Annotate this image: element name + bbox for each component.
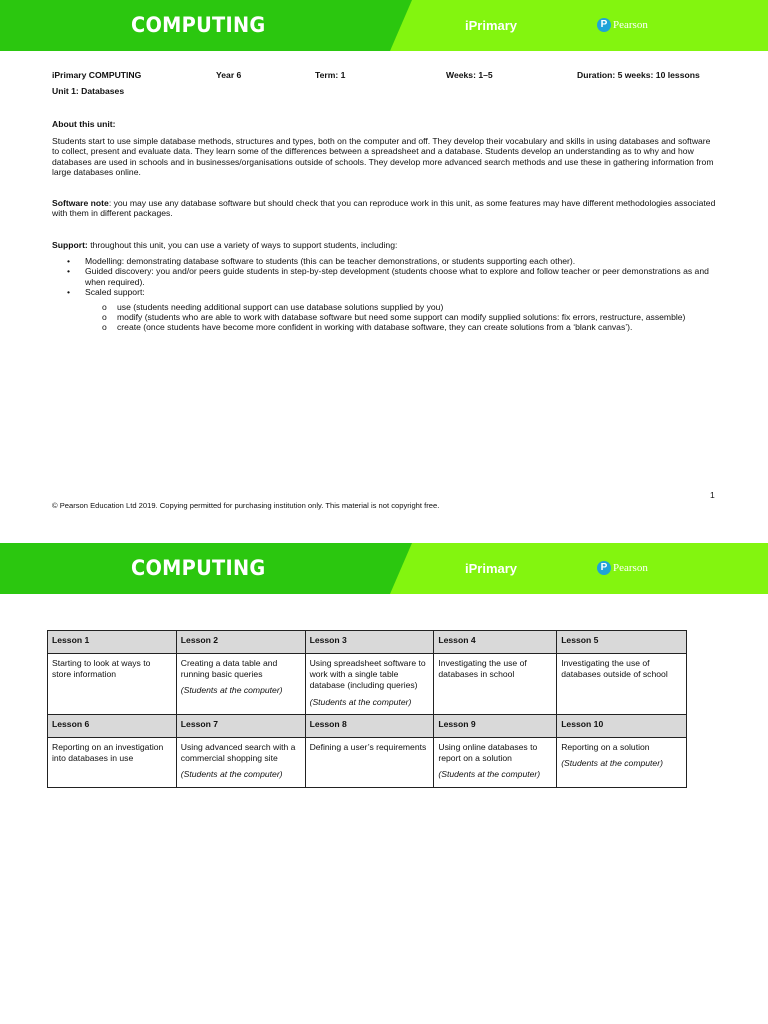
lesson-description: Starting to look at ways to store information xyxy=(52,658,151,680)
lesson-note: (Students at the computer) xyxy=(309,696,412,707)
circle-bullet-icon: o xyxy=(102,312,107,323)
pearson-logo xyxy=(597,18,648,32)
weeks-label: Weeks: 1–5 xyxy=(446,70,493,80)
sub-bullet-text: modify (students who are able to work with database software but need some support can modify supplied solutions: fix errors, restructure, assemble) xyxy=(117,312,686,323)
bullet-text: Modelling: demonstrating database software to students (this can be teacher demonstrations, or students supporting each other). xyxy=(85,256,576,266)
table-header-row xyxy=(48,715,687,738)
about-heading: About this unit: xyxy=(52,119,116,129)
lesson-header: Lesson 9 xyxy=(434,715,557,738)
lesson-description: Reporting on a solution xyxy=(561,742,650,752)
list-item xyxy=(52,312,716,322)
page1-banner xyxy=(0,0,768,51)
about-text: Students start to use simple database methods, structures and types, both on the computer and off. They develop their vocabulary and skills in using databases and software to collect, present and evaluate data. They learn some of the differences between a spreadsheet and a database. Students develop an understanding as to why and how databases are used in schools and in businesses/organisations outside of schools. They develop more advanced search methods and use these in gathering information from large databases online. xyxy=(52,136,714,178)
lesson-header: Lesson 6 xyxy=(48,715,177,738)
software-note-text: : you may use any database software but should check that you can reproduce work in this unit, as some features may have different methodologies associated with them in different packages. xyxy=(52,198,716,219)
bullet-icon: • xyxy=(67,287,71,298)
programme-label: iPrimary COMPUTING xyxy=(52,70,142,80)
lesson-header: Lesson 5 xyxy=(557,631,687,654)
scaled-support-list xyxy=(52,302,716,333)
publisher-name: Pearson xyxy=(613,562,648,574)
lesson-header: Lesson 10 xyxy=(557,715,687,738)
term-label: Term: 1 xyxy=(315,70,346,80)
lesson-description: Creating a data table and running basic queries xyxy=(180,658,278,680)
table-row xyxy=(48,738,687,788)
lesson-cell xyxy=(176,738,305,788)
lesson-description: Using online databases to report on a solution xyxy=(438,742,538,764)
lesson-description: Using spreadsheet software to work with a single table database (including queries) xyxy=(309,658,426,691)
page-number: 1 xyxy=(710,490,715,500)
circle-bullet-icon: o xyxy=(102,301,107,312)
lesson-header: Lesson 7 xyxy=(176,715,305,738)
list-item xyxy=(52,256,716,266)
lesson-cell xyxy=(557,738,687,788)
lesson-cell xyxy=(434,654,557,715)
banner-accent xyxy=(390,543,768,594)
bullet-text: Scaled support: xyxy=(85,287,145,298)
lesson-cell xyxy=(305,738,434,788)
lesson-note: (Students at the computer) xyxy=(561,758,663,769)
bullet-icon: • xyxy=(67,266,71,277)
pearson-icon: P xyxy=(597,561,611,575)
support-list xyxy=(52,256,716,333)
pearson-logo xyxy=(597,561,648,575)
banner-title: COMPUTING xyxy=(131,13,266,37)
sub-bullet-text: create (once students have become more confident in working with database software, they can create solutions from a ‘blank canvas’). xyxy=(117,322,633,333)
lesson-note: (Students at the computer) xyxy=(180,685,283,696)
lesson-header: Lesson 8 xyxy=(305,715,434,738)
lesson-note: (Students at the computer) xyxy=(438,769,541,780)
brand-name: iPrimary xyxy=(465,18,518,33)
lesson-cell xyxy=(48,654,177,715)
lesson-description: Defining a user’s requirements xyxy=(309,742,427,752)
page2-banner xyxy=(0,543,768,594)
table-header-row xyxy=(48,631,687,654)
lesson-header: Lesson 3 xyxy=(305,631,434,654)
list-item xyxy=(52,266,716,287)
lesson-description: Reporting on an investigation into databases in use xyxy=(52,742,164,764)
lesson-cell xyxy=(176,654,305,715)
table-row xyxy=(48,654,687,715)
lesson-note: (Students at the computer) xyxy=(180,769,283,780)
publisher-name: Pearson xyxy=(613,19,648,31)
circle-bullet-icon: o xyxy=(102,322,107,333)
support-text: throughout this unit, you can use a variety of ways to support students, including: xyxy=(87,240,398,250)
lesson-cell xyxy=(305,654,434,715)
pearson-icon: P xyxy=(597,18,611,32)
support-intro xyxy=(52,240,716,250)
list-item xyxy=(52,302,716,312)
bullet-icon: • xyxy=(67,256,71,266)
unit-title: Unit 1: Databases xyxy=(52,86,125,96)
banner-title: COMPUTING xyxy=(131,556,266,580)
brand-name: iPrimary xyxy=(465,561,518,576)
lesson-header: Lesson 2 xyxy=(176,631,305,654)
lesson-header: Lesson 4 xyxy=(434,631,557,654)
lesson-cell xyxy=(434,738,557,788)
lesson-cell xyxy=(48,738,177,788)
sub-bullet-text: use (students needing additional support can use database solutions supplied by you) xyxy=(117,301,444,312)
lesson-description: Using advanced search with a commercial shopping site xyxy=(180,742,296,764)
lesson-header: Lesson 1 xyxy=(48,631,177,654)
duration-label: Duration: 5 weeks: 10 lessons xyxy=(577,70,700,80)
lesson-description: Investigating the use of databases in school xyxy=(438,658,527,680)
software-note-label: Software note xyxy=(52,198,109,208)
lessons-table xyxy=(47,630,687,788)
copyright-footer: © Pearson Education Ltd 2019. Copying permitted for purchasing institution only. This material is not copyright free. xyxy=(52,501,440,510)
bullet-text: Guided discovery: you and/or peers guide students in step-by-step development (students choose what to explore and follow teacher or peer demonstrations as and when required). xyxy=(85,266,709,287)
lesson-cell xyxy=(557,654,687,715)
year-label: Year 6 xyxy=(216,70,242,80)
banner-accent xyxy=(390,0,768,51)
software-note xyxy=(52,198,716,219)
list-item xyxy=(52,287,716,333)
list-item xyxy=(52,322,716,332)
lesson-description: Investigating the use of databases outside of school xyxy=(561,658,668,680)
support-label: Support: xyxy=(52,240,88,250)
